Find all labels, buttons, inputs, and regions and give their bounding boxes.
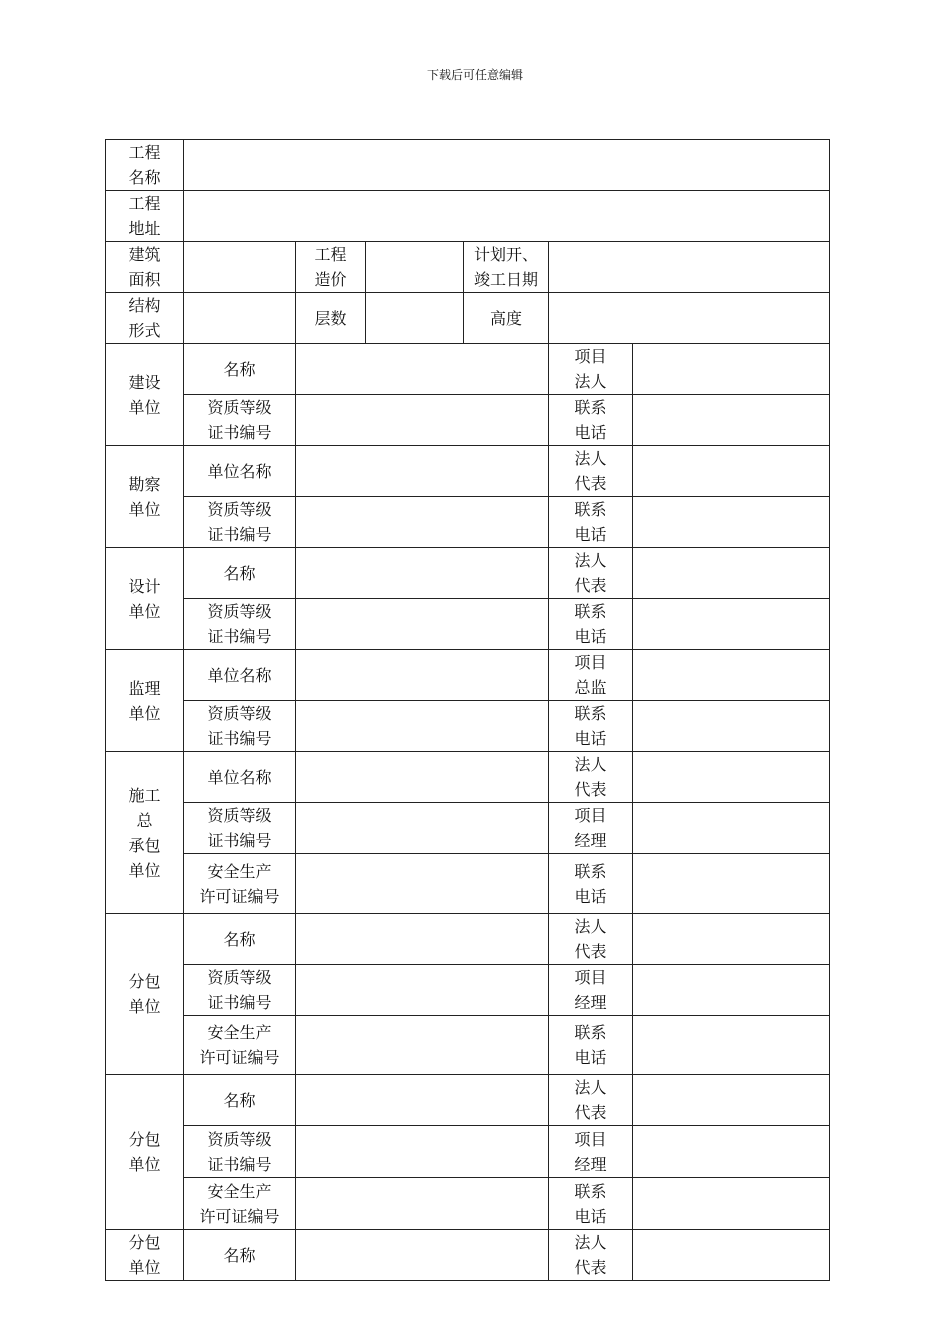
field-value[interactable]	[296, 701, 549, 752]
contact-label: 项目 经理	[549, 965, 633, 1016]
unit-row	[106, 965, 830, 1016]
contact-value[interactable]	[633, 752, 830, 803]
field-value[interactable]	[296, 854, 549, 914]
area-label: 建筑 面积	[106, 242, 184, 293]
contact-label: 联系 电话	[549, 1178, 633, 1230]
contact-label: 项目 经理	[549, 1126, 633, 1178]
field-label: 单位名称	[184, 650, 296, 701]
contact-label: 法人 代表	[549, 548, 633, 599]
field-label: 资质等级 证书编号	[184, 965, 296, 1016]
row-project-address	[106, 191, 830, 242]
row-area-cost-dates	[106, 242, 830, 293]
unit-row	[106, 599, 830, 650]
field-label: 资质等级 证书编号	[184, 701, 296, 752]
field-label: 安全生产 许可证编号	[184, 1016, 296, 1075]
unit-title: 分包 单位	[106, 914, 184, 1075]
field-label: 单位名称	[184, 446, 296, 497]
field-label: 安全生产 许可证编号	[184, 1178, 296, 1230]
contact-value[interactable]	[633, 803, 830, 854]
project-address-value[interactable]	[184, 191, 830, 242]
contact-value[interactable]	[633, 599, 830, 650]
height-value[interactable]	[549, 293, 830, 344]
contact-label: 项目 总监	[549, 650, 633, 701]
field-label: 单位名称	[184, 752, 296, 803]
unit-row	[106, 1126, 830, 1178]
contact-label: 法人 代表	[549, 914, 633, 965]
field-value[interactable]	[296, 1016, 549, 1075]
project-info-table	[105, 139, 830, 1281]
project-address-label: 工程 地址	[106, 191, 184, 242]
unit-row	[106, 1075, 830, 1126]
contact-value[interactable]	[633, 1075, 830, 1126]
project-name-label: 工程 名称	[106, 140, 184, 191]
contact-label: 项目 经理	[549, 803, 633, 854]
field-label: 资质等级 证书编号	[184, 599, 296, 650]
contact-value[interactable]	[633, 914, 830, 965]
contact-label: 法人 代表	[549, 446, 633, 497]
field-value[interactable]	[296, 803, 549, 854]
contact-label: 法人 代表	[549, 1230, 633, 1281]
floors-label: 层数	[296, 293, 366, 344]
row-project-name	[106, 140, 830, 191]
unit-title: 监理 单位	[106, 650, 184, 752]
field-label: 资质等级 证书编号	[184, 395, 296, 446]
field-value[interactable]	[296, 965, 549, 1016]
unit-row	[106, 752, 830, 803]
unit-row	[106, 497, 830, 548]
project-name-value[interactable]	[184, 140, 830, 191]
field-value[interactable]	[296, 548, 549, 599]
unit-title: 设计 单位	[106, 548, 184, 650]
dates-value[interactable]	[549, 242, 830, 293]
contact-label: 联系 电话	[549, 395, 633, 446]
field-value[interactable]	[296, 1075, 549, 1126]
unit-row	[106, 650, 830, 701]
contact-value[interactable]	[633, 854, 830, 914]
field-value[interactable]	[296, 446, 549, 497]
contact-label: 联系 电话	[549, 701, 633, 752]
contact-label: 法人 代表	[549, 752, 633, 803]
field-label: 名称	[184, 1075, 296, 1126]
field-label: 名称	[184, 344, 296, 395]
contact-label: 法人 代表	[549, 1075, 633, 1126]
contact-label: 联系 电话	[549, 854, 633, 914]
cost-label: 工程 造价	[296, 242, 366, 293]
contact-label: 联系 电话	[549, 1016, 633, 1075]
contact-value[interactable]	[633, 1230, 830, 1281]
field-label: 名称	[184, 548, 296, 599]
field-value[interactable]	[296, 1178, 549, 1230]
contact-value[interactable]	[633, 1126, 830, 1178]
row-structure-floors-height	[106, 293, 830, 344]
field-label: 安全生产 许可证编号	[184, 854, 296, 914]
contact-label: 联系 电话	[549, 497, 633, 548]
unit-row	[106, 395, 830, 446]
field-value[interactable]	[296, 752, 549, 803]
structure-label: 结构 形式	[106, 293, 184, 344]
cost-value[interactable]	[366, 242, 464, 293]
unit-row	[106, 914, 830, 965]
contact-label: 联系 电话	[549, 599, 633, 650]
unit-row	[106, 548, 830, 599]
field-label: 名称	[184, 1230, 296, 1281]
dates-label: 计划开、 竣工日期	[464, 242, 549, 293]
contact-value[interactable]	[633, 548, 830, 599]
field-value[interactable]	[296, 395, 549, 446]
field-label: 资质等级 证书编号	[184, 497, 296, 548]
floors-value[interactable]	[366, 293, 464, 344]
field-value[interactable]	[296, 344, 549, 395]
contact-value[interactable]	[633, 344, 830, 395]
unit-row	[106, 1016, 830, 1075]
unit-row	[106, 446, 830, 497]
unit-row	[106, 344, 830, 395]
field-value[interactable]	[296, 650, 549, 701]
unit-title: 分包 单位	[106, 1230, 184, 1281]
structure-value[interactable]	[184, 293, 296, 344]
field-value[interactable]	[296, 914, 549, 965]
field-label: 名称	[184, 914, 296, 965]
field-value[interactable]	[296, 1126, 549, 1178]
contact-value[interactable]	[633, 701, 830, 752]
field-value[interactable]	[296, 1230, 549, 1281]
unit-row	[106, 701, 830, 752]
field-value[interactable]	[296, 497, 549, 548]
height-label: 高度	[464, 293, 549, 344]
unit-title: 勘察 单位	[106, 446, 184, 548]
unit-row	[106, 854, 830, 914]
contact-value[interactable]	[633, 965, 830, 1016]
contact-value[interactable]	[633, 395, 830, 446]
unit-title: 施工 总 承包 单位	[106, 752, 184, 914]
contact-value[interactable]	[633, 1016, 830, 1075]
header-note: 下载后可任意编辑	[426, 68, 523, 82]
contact-label: 项目 法人	[549, 344, 633, 395]
unit-title: 分包 单位	[106, 1075, 184, 1230]
unit-title: 建设 单位	[106, 344, 184, 446]
contact-value[interactable]	[633, 650, 830, 701]
unit-row	[106, 803, 830, 854]
unit-row	[106, 1230, 830, 1281]
contact-value[interactable]	[633, 497, 830, 548]
contact-value[interactable]	[633, 1178, 830, 1230]
contact-value[interactable]	[633, 446, 830, 497]
field-label: 资质等级 证书编号	[184, 1126, 296, 1178]
area-value[interactable]	[184, 242, 296, 293]
unit-row	[106, 1178, 830, 1230]
field-label: 资质等级 证书编号	[184, 803, 296, 854]
field-value[interactable]	[296, 599, 549, 650]
